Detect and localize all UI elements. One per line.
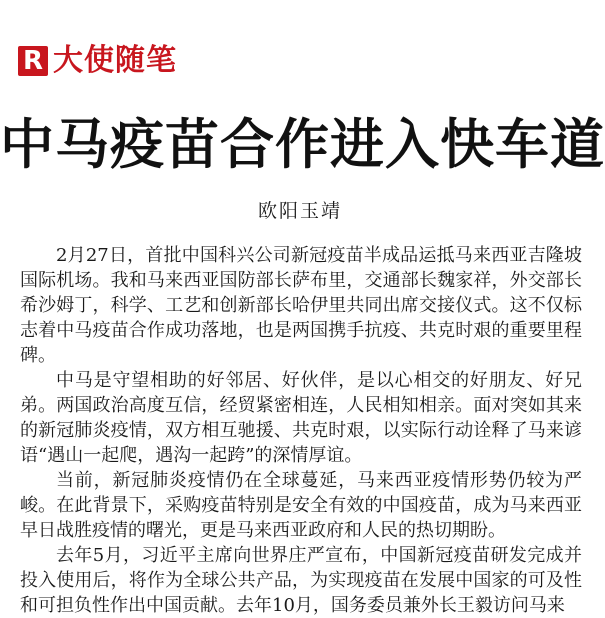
column-tag [18, 44, 177, 78]
article-body [20, 243, 582, 618]
paragraph-4: 去年5月，习近平主席向世界庄严宣布，中国新冠疫苗研发完成并投入使用后，将作为全球公共产品，为实现疫苗在发展中国家的可及性和可担负性作出中国贡献。去年10月，国务委员兼外长王毅访问马来 [20, 545, 582, 616]
column-name: 大使随笔 [53, 43, 177, 78]
r-logo-icon: R [18, 46, 48, 76]
headline: 中马疫苗合作进入快车道 [0, 113, 605, 176]
paragraph-3: 当前，新冠肺炎疫情仍在全球蔓延，马来西亚疫情形势仍较为严峻。在此背景下，采购疫苗特别是安全有效的中国疫苗，成为马来西亚早日战胜疫情的曙光，更是马来西亚政府和人民的热切期盼。 [20, 470, 582, 541]
paragraph-1: 2月27日，首批中国科兴公司新冠疫苗半成品运抵马来西亚吉隆坡国际机场。我和马来西亚国防部长萨布里，交通部长魏家祥，外交部长希沙姆丁，科学、工艺和创新部长哈伊里共同出席交接仪式。这不仅标志着中马疫苗合作成功落地，也是两国携手抗疫、共克时艰的重要里程碑。 [20, 245, 582, 366]
paragraph-2: 中马是守望相助的好邻居、好伙伴，是以心相交的好朋友、好兄弟。两国政治高度互信，经贸紧密相连，人民相知相亲。面对突如其来的新冠肺炎疫情，双方相互驰援、共克时艰，以实际行动诠释了马来谚语“遇山一起爬，遇沟一起跨”的深情厚谊。 [20, 370, 582, 466]
author-byline: 欧阳玉靖 [257, 200, 342, 222]
